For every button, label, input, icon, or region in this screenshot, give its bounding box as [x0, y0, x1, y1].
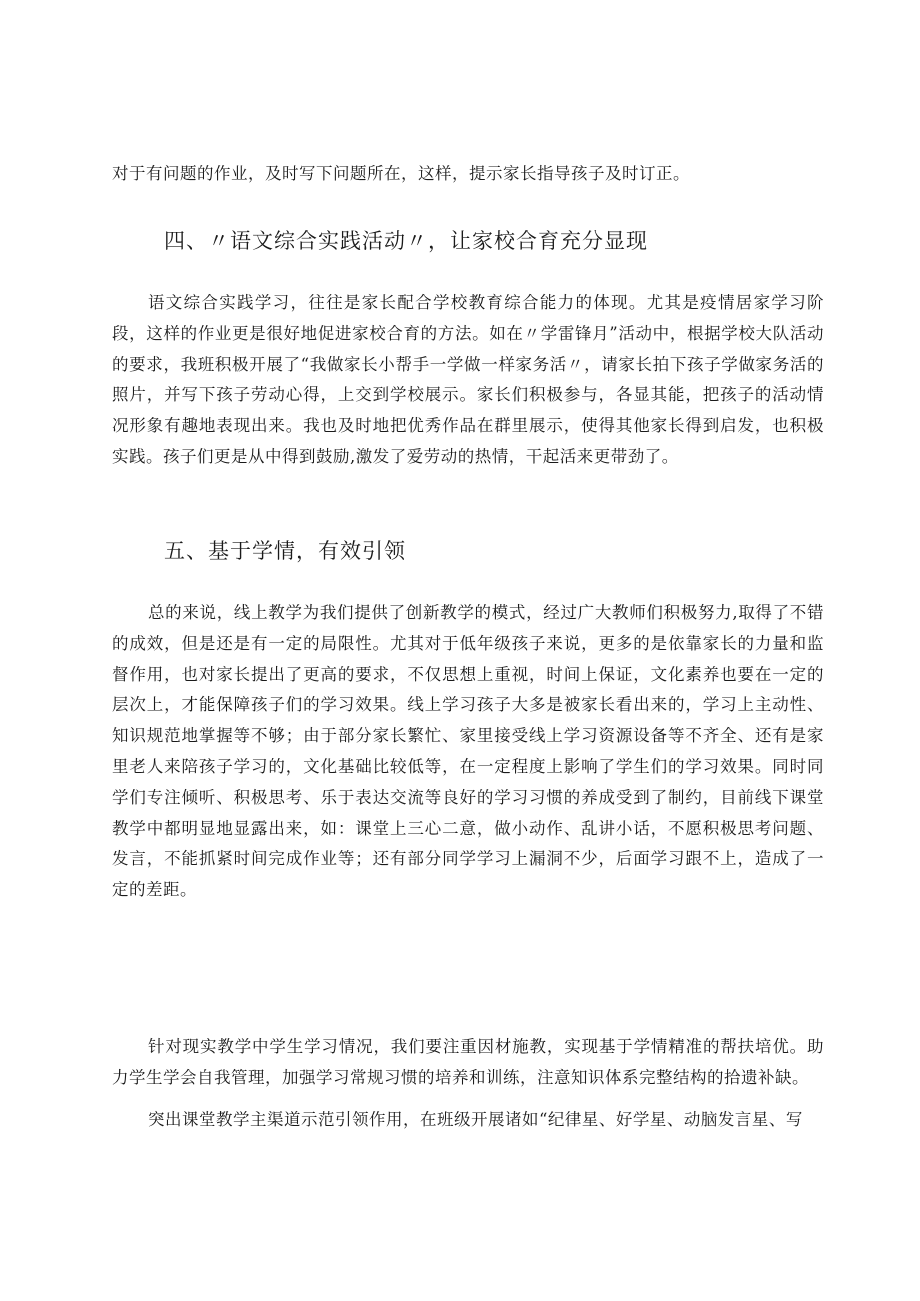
section-heading-4: 四、〃语文综合实践活动〃，让家校合育充分显现 [164, 229, 648, 253]
paragraph-section-5: 总的来说，线上教学为我们提供了创新教学的模式，经过广大教师们积极努力,取得了不错的成效，但是还是有一定的局限性。尤其对于低年级孩子来说，更多的是依靠家长的力量和监督作用，也对家长提出了更高的要求，不仅思想上重视，时间上保证，文化素养也要在一定的层次上，才能保障孩子们的学习效果。线上学习孩子大多是被家长看出来的，学习上主动性、知识规范地掌握等不够；由于部分家长繁忙、家里接受线上学习资源设备等不齐全、还有是家里老人来陪孩子学习的，文化基础比较低等，在一定程度上影响了学生们的学习效果。同时同学们专注倾听、积极思考、乐于表达交流等良好的学习习惯的养成受到了制约，目前线下课堂教学中都明显地显露出来，如：课堂上三心二意，做小动作、乱讲小话，不愿积极思考问题、发言，不能抓紧时间完成作业等；还有部分同学学习上漏洞不少，后面学习跟不上，造成了一定的差距。 [112, 603, 824, 900]
paragraph-last: 突出课堂教学主渠道示范引领作用，在班级开展诸如“纪律星、好学星、动脑发言星、写 [148, 1110, 803, 1129]
paragraph-measures: 针对现实教学中学生学习情况，我们要注重因材施教，实现基于学情精准的帮扶培优。助力学生学会自我管理，加强学习常规习惯的培养和训练，注意知识体系完整结构的拾遗补缺。 [112, 1037, 824, 1087]
section-heading-5: 五、基于学情，有效引领 [164, 539, 406, 563]
paragraph-section-4: 语文综合实践学习，往往是家长配合学校教育综合能力的体现。尤其是疫情居家学习阶段，这样的作业更是很好地促进家校合育的方法。如在〃学雷锋月”活动中，根据学校大队活动的要求，我班积极开展了“我做家长小帮手一学做一样家务活〃，请家长拍下孩子学做家务活的照片，并写下孩子劳动心得，上交到学校展示。家长们积极参与，各显其能，把孩子的活动情况形象有趣地表现出来。我也及时地把优秀作品在群里展示，使得其他家长得到启发，也积极实践。孩子们更是从中得到鼓励,激发了爱劳动的热情，干起活来更带劲了。 [112, 293, 824, 466]
paragraph-intro: 对于有问题的作业，及时写下问题所在，这样，提示家长指导孩子及时订正。 [112, 164, 690, 183]
